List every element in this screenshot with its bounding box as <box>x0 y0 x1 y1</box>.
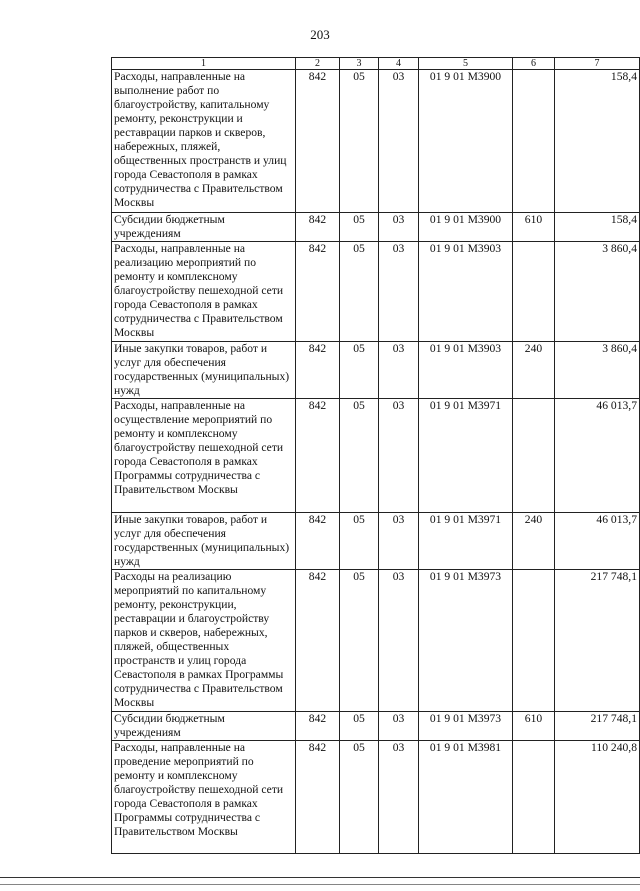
expense-name: Расходы, направленные на выполнение работ по благоустройству, капитальному ремонту, реконструкции и реставрации парков и скверов, набережных, пляжей, общественных пространств и улиц города Севастополя в рамках сотрудничества с Правительством Москвы <box>112 70 296 213</box>
scan-edge-line <box>0 877 640 878</box>
section-code: 05 <box>340 513 379 570</box>
scan-edge-line <box>0 884 640 885</box>
table-row <box>112 570 640 712</box>
table-row <box>112 70 640 213</box>
table-row <box>112 342 640 399</box>
expense-type-code: 610 <box>513 213 555 242</box>
table-row <box>112 513 640 570</box>
ministry-code: 842 <box>296 70 340 213</box>
column-header: 2 <box>296 58 340 70</box>
section-code: 05 <box>340 213 379 242</box>
ministry-code: 842 <box>296 242 340 342</box>
expense-name: Субсидии бюджетным учреждениям <box>112 213 296 242</box>
expense-type-code <box>513 399 555 513</box>
page-number: 203 <box>310 27 330 42</box>
subsection-code: 03 <box>379 513 419 570</box>
target-article-code: 01 9 01 M3973 <box>419 712 513 741</box>
expense-type-code: 610 <box>513 712 555 741</box>
section-code: 05 <box>340 712 379 741</box>
target-article-code: 01 9 01 M3973 <box>419 570 513 712</box>
expense-name: Расходы, направленные на реализацию мероприятий по ремонту и комплексному благоустройству пешеходной сети города Севастополя в рамках сотрудничества с Правительством Москвы <box>112 242 296 342</box>
column-header: 7 <box>555 58 640 70</box>
amount: 158,4 <box>555 213 640 242</box>
section-code: 05 <box>340 399 379 513</box>
ministry-code: 842 <box>296 213 340 242</box>
ministry-code: 842 <box>296 399 340 513</box>
subsection-code: 03 <box>379 399 419 513</box>
section-code: 05 <box>340 741 379 854</box>
section-code: 05 <box>340 570 379 712</box>
ministry-code: 842 <box>296 741 340 854</box>
column-header: 1 <box>112 58 296 70</box>
expense-type-code <box>513 242 555 342</box>
expense-name: Расходы на реализацию мероприятий по капитальному ремонту, реконструкции, реставрации и благоустройству парков и скверов, набережных, пляжей, общественных пространств и улиц города Севастополя в рамках Программы сотрудничества с Правительством Москвы <box>112 570 296 712</box>
expense-type-code: 240 <box>513 342 555 399</box>
subsection-code: 03 <box>379 242 419 342</box>
amount: 3 860,4 <box>555 342 640 399</box>
subsection-code: 03 <box>379 70 419 213</box>
target-article-code: 01 9 01 M3971 <box>419 399 513 513</box>
amount: 46 013,7 <box>555 399 640 513</box>
expense-type-code <box>513 70 555 213</box>
target-article-code: 01 9 01 M3971 <box>419 513 513 570</box>
target-article-code: 01 9 01 M3903 <box>419 242 513 342</box>
section-code: 05 <box>340 70 379 213</box>
expense-name: Иные закупки товаров, работ и услуг для обеспечения государственных (муниципальных) нужд <box>112 342 296 399</box>
expense-type-code <box>513 570 555 712</box>
table-row <box>112 712 640 741</box>
section-code: 05 <box>340 242 379 342</box>
section-code: 05 <box>340 342 379 399</box>
column-header: 6 <box>513 58 555 70</box>
amount: 158,4 <box>555 70 640 213</box>
amount: 3 860,4 <box>555 242 640 342</box>
amount: 217 748,1 <box>555 570 640 712</box>
expense-name: Расходы, направленные на осуществление мероприятий по ремонту и комплексному благоустройству пешеходной сети города Севастополя в рамках Программы сотрудничества с Правительством Москвы <box>112 399 296 513</box>
column-header: 4 <box>379 58 419 70</box>
column-header: 5 <box>419 58 513 70</box>
target-article-code: 01 9 01 M3900 <box>419 213 513 242</box>
subsection-code: 03 <box>379 712 419 741</box>
target-article-code: 01 9 01 M3903 <box>419 342 513 399</box>
table-row <box>112 213 640 242</box>
ministry-code: 842 <box>296 712 340 741</box>
expense-type-code: 240 <box>513 513 555 570</box>
expense-name: Иные закупки товаров, работ и услуг для обеспечения государственных (муниципальных) нужд <box>112 513 296 570</box>
expense-name: Субсидии бюджетным учреждениям <box>112 712 296 741</box>
subsection-code: 03 <box>379 213 419 242</box>
subsection-code: 03 <box>379 342 419 399</box>
ministry-code: 842 <box>296 570 340 712</box>
expense-type-code <box>513 741 555 854</box>
subsection-code: 03 <box>379 741 419 854</box>
budget-table <box>111 57 640 854</box>
target-article-code: 01 9 01 M3900 <box>419 70 513 213</box>
column-number-row <box>112 58 640 70</box>
ministry-code: 842 <box>296 513 340 570</box>
table-row <box>112 242 640 342</box>
amount: 46 013,7 <box>555 513 640 570</box>
amount: 217 748,1 <box>555 712 640 741</box>
column-header: 3 <box>340 58 379 70</box>
subsection-code: 03 <box>379 570 419 712</box>
expense-name: Расходы, направленные на проведение мероприятий по ремонту и комплексному благоустройству пешеходной сети города Севастополя в рамках Программы сотрудничества с Правительством Москвы <box>112 741 296 854</box>
table-row <box>112 741 640 854</box>
ministry-code: 842 <box>296 342 340 399</box>
table-row <box>112 399 640 513</box>
amount: 110 240,8 <box>555 741 640 854</box>
target-article-code: 01 9 01 M3981 <box>419 741 513 854</box>
